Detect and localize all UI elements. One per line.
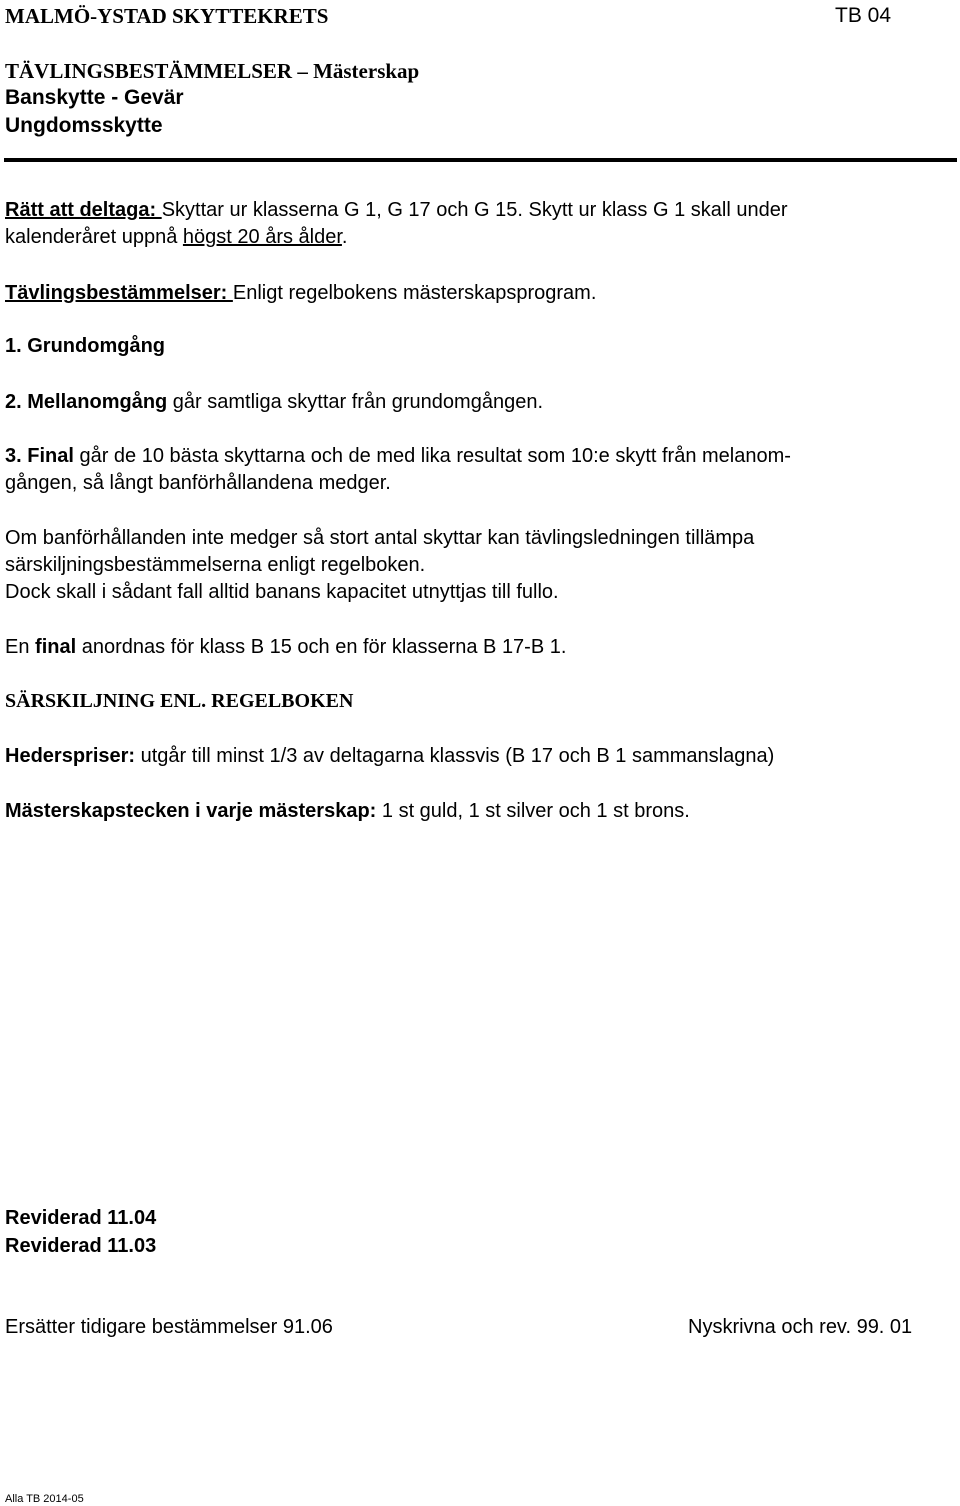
round-3-line1 <box>5 443 791 469</box>
final-note-post: anordnas för klass B 15 och en för klasserna B 17-B 1. <box>76 636 567 658</box>
rules-paragraph <box>5 280 596 306</box>
eligibility-line2 <box>5 224 347 250</box>
revision-1: Reviderad 11.04 <box>5 1207 157 1229</box>
doc-subtitle-discipline: Banskytte - Gevär <box>5 86 184 109</box>
badges-label: Mästerskapstecken i varje mästerskap: <box>5 800 377 822</box>
org-name: MALMÖ-YSTAD SKYTTEKRETS <box>5 4 329 28</box>
doc-title: TÄVLINGSBESTÄMMELSER – Mästerskap <box>5 59 420 83</box>
final-note-bold: final <box>35 636 77 658</box>
eligibility-text-pre: kalenderåret uppnå <box>5 226 183 248</box>
badges-text: 1 st guld, 1 st silver och 1 st brons. <box>376 800 690 822</box>
eligibility-label: Rätt att deltaga: <box>5 199 162 221</box>
round-1-heading: 1. Grundomgång <box>5 335 165 357</box>
conditions-line3: Dock skall i sådant fall alltid banans kapacitet utnyttjas till fullo. <box>5 581 559 603</box>
round-3-text: går de 10 bästa skyttarna och de med lika resultat som 10:e skytt från melanom- <box>73 445 791 467</box>
round-3-line2: gången, så långt banförhållandena medger. <box>5 472 391 494</box>
eligibility-text-post: . <box>341 226 348 248</box>
new-revision-note: Nyskrivna och rev. 99. 01 <box>688 1316 913 1338</box>
badges-paragraph <box>5 798 690 824</box>
conditions-line1: Om banförhållanden inte medger så stort antal skyttar kan tävlingsledningen tillämpa <box>5 527 755 549</box>
header-divider <box>4 158 957 162</box>
prizes-text: utgår till minst 1/3 av deltagarna klassvis (B 17 och B 1 sammanslagna) <box>135 745 775 767</box>
round-2-label: 2. Mellanomgång <box>5 391 168 413</box>
revision-2: Reviderad 11.03 <box>5 1235 157 1257</box>
tiebreak-heading: SÄRSKILJNING ENL. REGELBOKEN <box>5 690 354 712</box>
rules-label: Tävlingsbestämmelser: <box>5 282 233 304</box>
round-2-text: går samtliga skyttar från grundomgången. <box>167 391 544 413</box>
final-note <box>5 634 566 660</box>
prizes-label: Hederspriser: <box>5 745 136 767</box>
replaces-note: Ersätter tidigare bestämmelser 91.06 <box>5 1316 333 1338</box>
final-note-pre: En <box>5 636 36 658</box>
doc-subtitle-category: Ungdomsskytte <box>5 114 163 137</box>
prizes-paragraph <box>5 743 774 769</box>
eligibility-text: Skyttar ur klasserna G 1, G 17 och G 15. Skytt ur klass G 1 skall under <box>161 199 788 221</box>
round-2-paragraph <box>5 389 543 415</box>
conditions-line2: särskiljningsbestämmelserna enligt regelboken. <box>5 554 426 576</box>
eligibility-line1 <box>5 197 788 223</box>
doc-code: TB 04 <box>835 4 892 27</box>
round-3-label: 3. Final <box>5 445 74 467</box>
rules-text: Enligt regelbokens mästerskapsprogram. <box>232 282 597 304</box>
footer-code: Alla TB 2014-05 <box>5 1493 84 1505</box>
eligibility-age-limit: högst 20 års ålder <box>182 226 342 248</box>
